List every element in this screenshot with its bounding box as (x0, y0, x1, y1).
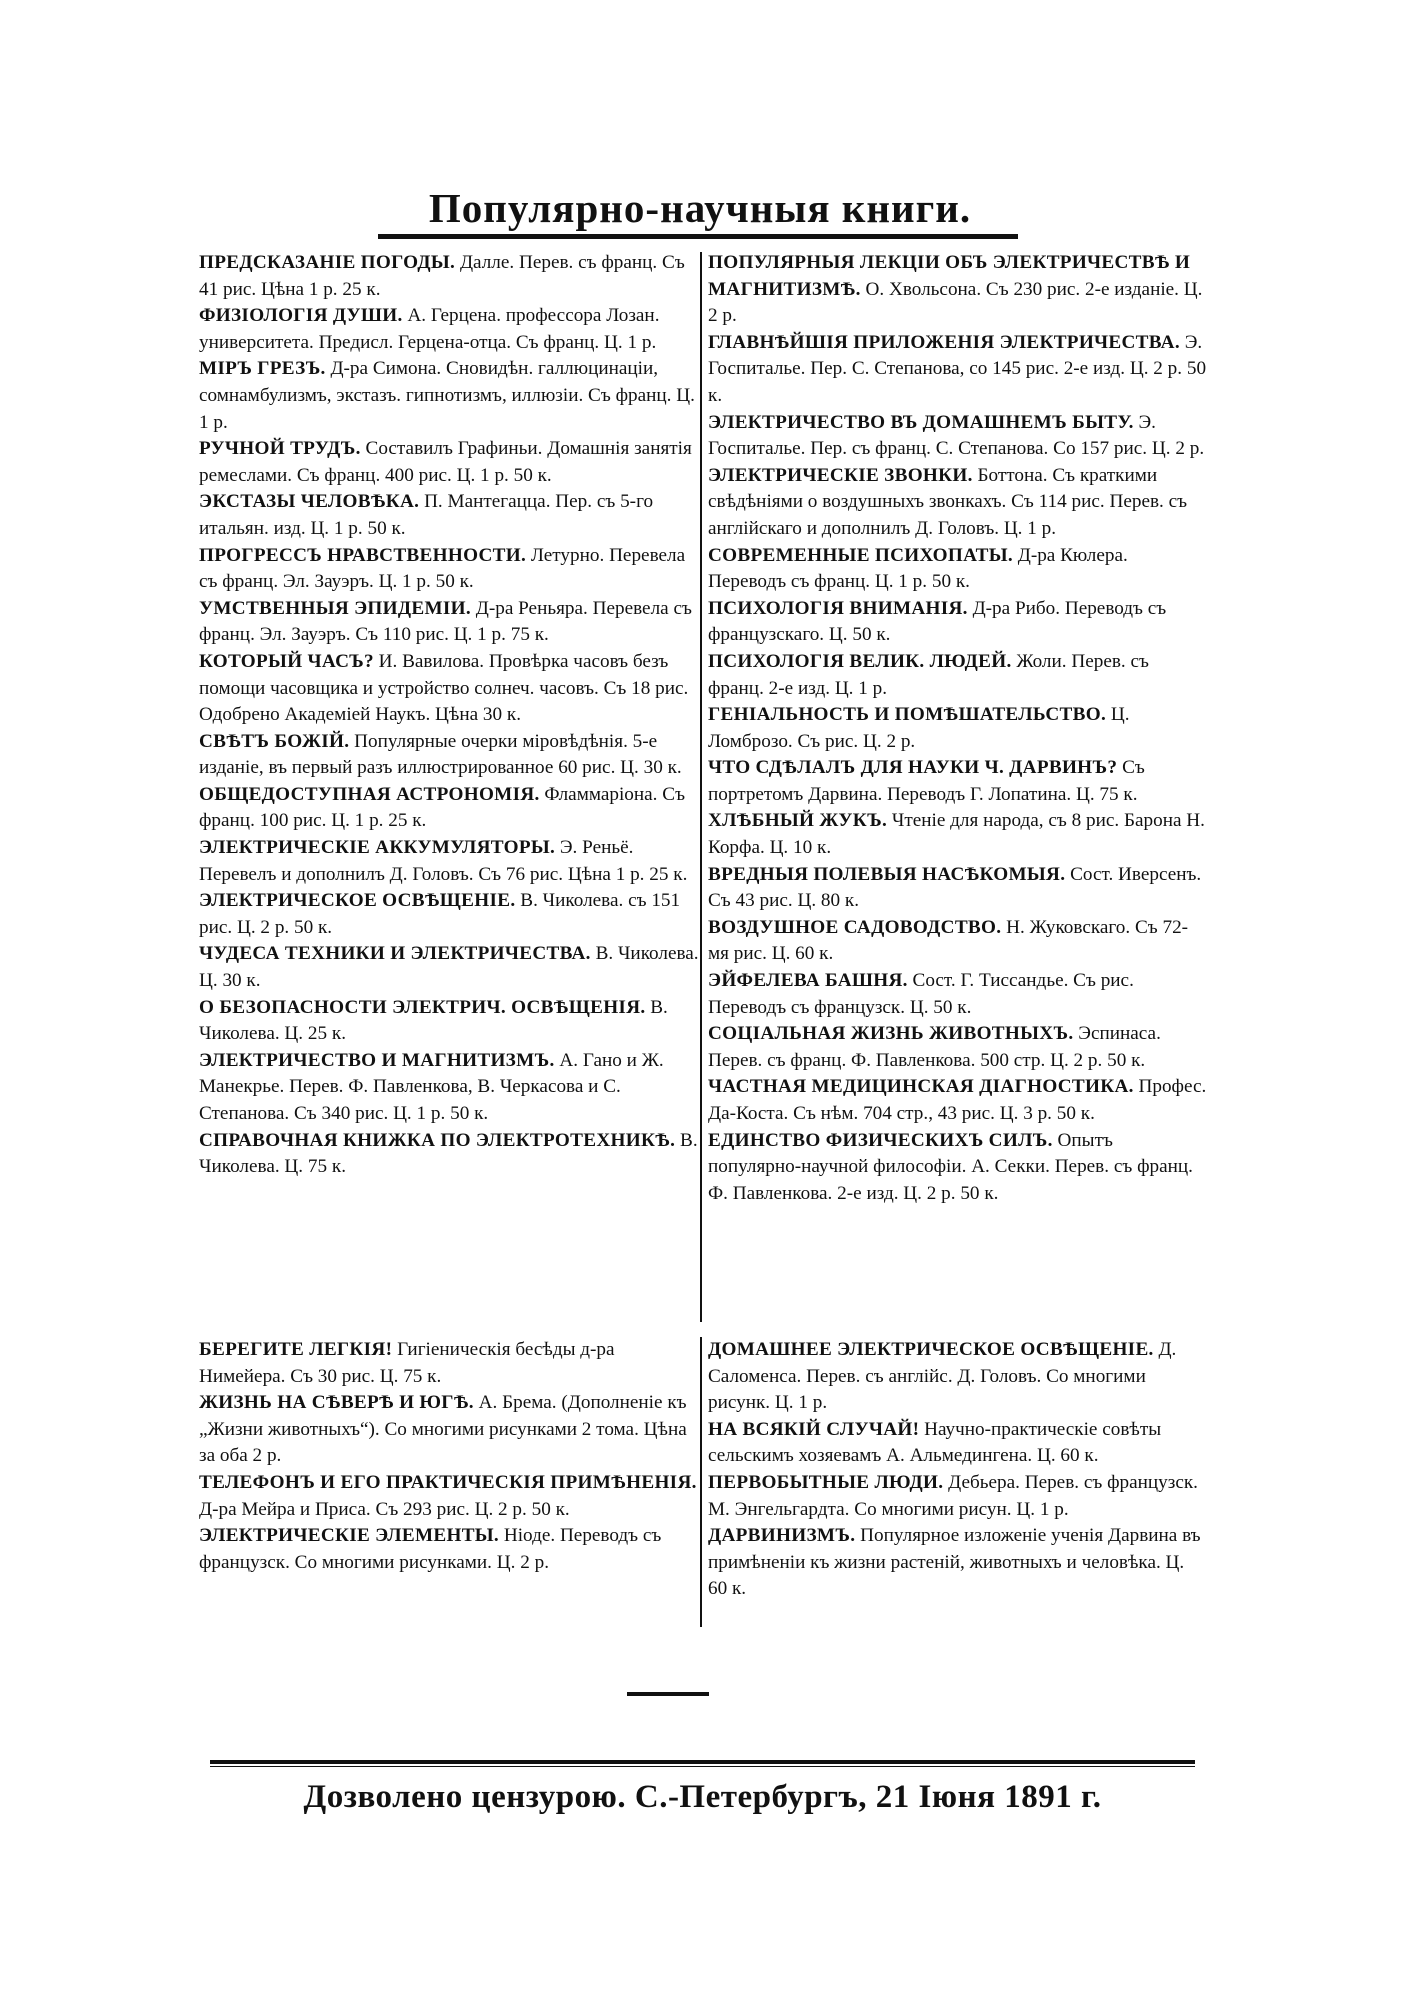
book-description: А. Гано и Ж. Манекрье. Перев. Ф. Павленкова, В. Черкасова и С. Степанова. Съ 340 рис. Ц. 1 р. 50 к. (199, 1049, 664, 1124)
book-description: Ніоде. Переводъ съ французск. Со многими рисунками. Ц. 2 р. (199, 1525, 662, 1573)
book-title: СВѢТЪ БОЖІЙ. (199, 730, 350, 752)
book-entry (708, 1074, 1208, 1127)
book-title: ПРОГРЕССЪ НРАВСТВЕННОСТИ. (199, 544, 527, 566)
book-entry (199, 1128, 699, 1181)
book-entry (708, 1470, 1208, 1523)
book-title: ПСИХОЛОГІЯ ВЕЛИК. ЛЮДЕЙ. (708, 650, 1012, 672)
book-description: Научно-практическіе совѣты сельскимъ хозяевамъ А. Альмедингена. Ц. 60 к. (708, 1418, 1162, 1467)
book-entry (708, 649, 1208, 702)
book-title: ЭЛЕКТРИЧЕСКОЕ ОСВѢЩЕНІЕ. (199, 890, 516, 912)
book-title: ФИЗІОЛОГІЯ ДУШИ. (199, 305, 403, 327)
book-title: БЕРЕГИТЕ ЛЕГКІЯ! (199, 1339, 393, 1360)
book-title: ПСИХОЛОГІЯ ВНИМАНІЯ. (708, 597, 968, 619)
column-divider (700, 1337, 702, 1627)
book-description: Летурно. Перевела съ франц. Эл. Зауэръ. Ц. 1 р. 50 к. (199, 544, 686, 593)
book-entry (199, 489, 699, 542)
book-entry (199, 1390, 699, 1470)
book-description: Эспинаса. Перев. съ франц. Ф. Павленкова. 500 стр. Ц. 2 р. 50 к. (708, 1023, 1161, 1071)
book-title: ЧАСТНАЯ МЕДИЦИНСКАЯ ДІАГНОСТИКА. (708, 1076, 1134, 1098)
book-description: А. Брема. (Дополненіе къ „Жизни животныхъ“). Со многими рисунками 2 тома. Цѣна за оба 2 р. (199, 1392, 687, 1467)
book-entry (708, 862, 1208, 915)
book-entry (199, 941, 699, 994)
book-title: КОТОРЫЙ ЧАСЪ? (199, 650, 374, 672)
book-title: СОВРЕМЕННЫЕ ПСИХОПАТЫ. (708, 544, 1013, 566)
book-entry (708, 968, 1208, 1021)
book-title: ПЕРВОБЫТНЫЕ ЛЮДИ. (708, 1471, 944, 1493)
book-description: Популярное изложеніе ученія Дарвина въ примѣненіи къ жизни растеній, животныхъ и человѣка. Ц. 60 к. (708, 1525, 1201, 1600)
book-description: Д-ра Мейра и Приса. Съ 293 рис. Ц. 2 р. 50 к. (199, 1498, 570, 1520)
book-description: Съ портретомъ Дарвина. Переводъ Г. Лопатина. Ц. 75 к. (708, 757, 1145, 805)
book-description: Д-ра Симона. Сновидѣн. галлюцинаціи, сомнамбулизмъ, экстазъ. гипнотизмъ, иллюзіи. Съ франц. Ц. 1 р. (199, 358, 695, 433)
title-underline (378, 234, 1018, 239)
book-title: ВРЕДНЫЯ ПОЛЕВЫЯ НАСѢКОМЫЯ. (708, 863, 1066, 885)
book-entry (708, 1523, 1208, 1603)
column-divider (700, 252, 702, 1322)
book-title: ЧТО СДѢЛАЛЪ ДЛЯ НАУКИ Ч. ДАРВИНЪ? (708, 757, 1118, 779)
book-title: УМСТВЕННЫЯ ЭПИДЕМІИ. (199, 597, 471, 619)
page-title: Популярно-научныя книги. (428, 185, 972, 231)
book-description: Ц. Ломброзо. Съ рис. Ц. 2 р. (708, 704, 1130, 752)
book-title: ДАРВИНИЗМЪ. (708, 1525, 856, 1547)
left-column-bottom (199, 1337, 699, 1576)
book-entry (708, 410, 1208, 463)
book-description: Жоли. Перев. съ франц. 2-е изд. Ц. 1 р. (708, 650, 1149, 699)
book-description: В. Чиколева. Ц. 25 к. (199, 996, 668, 1045)
book-title: ХЛѢБНЫЙ ЖУКЪ. (708, 810, 888, 832)
book-title: ЭЛЕКТРИЧЕСТВО ВЪ ДОМАШНЕМЪ БЫТУ. (708, 411, 1134, 433)
book-title: ГЕНІАЛЬНОСТЬ И ПОМѢШАТЕЛЬСТВО. (708, 704, 1107, 726)
book-entry (199, 436, 699, 489)
book-title: МІРЪ ГРЕЗЪ. (199, 358, 326, 380)
book-entry (199, 356, 699, 436)
left-column-top (199, 250, 699, 1181)
book-title: ДОМАШНЕЕ ЭЛЕКТРИЧЕСКОЕ ОСВѢЩЕНІЕ. (708, 1339, 1154, 1360)
book-description: А. Герцена. профессора Лозан. университета. Предисл. Герцена-отца. Съ франц. Ц. 1 р. (199, 305, 660, 353)
right-column-bottom (708, 1337, 1208, 1603)
book-description: В. Чиколева. Ц. 30 к. (199, 943, 699, 992)
book-title: ЖИЗНЬ НА СѢВЕРѢ И ЮГѢ. (199, 1392, 474, 1414)
book-title: ЭКСТАЗЫ ЧЕЛОВѢКА. (199, 491, 420, 513)
book-title: ПРЕДСКАЗАНІЕ ПОГОДЫ. (199, 252, 456, 273)
book-description: Д-ра Рибо. Переводъ съ французскаго. Ц. 50 к. (708, 597, 1167, 646)
book-title: ЭЛЕКТРИЧЕСТВО И МАГНИТИЗМЪ. (199, 1049, 555, 1071)
book-title: ЧУДЕСА ТЕХНИКИ И ЭЛЕКТРИЧЕСТВА. (199, 943, 591, 965)
book-description: Популярные очерки міровѣдѣнія. 5-е изданіе, въ первый разъ иллюстрированное 60 рис. Ц. 30 к. (199, 730, 682, 779)
book-entry (708, 755, 1208, 808)
book-description: Опытъ популярно-научной философіи. А. Секки. Перев. съ франц. Ф. Павленкова. 2-е изд. Ц. 2 р. 50 к. (708, 1129, 1193, 1204)
book-title: СПРАВОЧНАЯ КНИЖКА ПО ЭЛЕКТРОТЕХНИКѢ. (199, 1129, 676, 1151)
book-entry (199, 1523, 699, 1576)
book-entry (708, 1021, 1208, 1074)
book-description: Н. Жуковскаго. Съ 72-мя рис. Ц. 60 к. (708, 916, 1189, 965)
book-entry (199, 888, 699, 941)
book-entry (708, 596, 1208, 649)
book-description: В. Чиколева. Ц. 75 к. (199, 1129, 698, 1178)
book-description: О. Хвольсона. Съ 230 рис. 2-е изданіе. Ц. 2 р. (708, 278, 1203, 327)
book-entry (199, 596, 699, 649)
book-description: Д. Саломенса. Перев. съ англійс. Д. Головъ. Со многими рисунк. Ц. 1 р. (708, 1339, 1177, 1414)
book-description: И. Вавилова. Провѣрка часовъ безъ помощи часовщика и устройство солнеч. часовъ. Съ 18 рис. Одобрено Академіей Наукъ. Цѣна 30 к. (199, 650, 689, 726)
book-title: ПОПУЛЯРНЫЯ ЛЕКЦІИ ОБЪ ЭЛЕКТРИЧЕСТВѢ И МАГНИТИЗМѢ. (708, 252, 1191, 300)
book-entry (199, 250, 699, 303)
book-entry (199, 1048, 699, 1128)
book-description: Дебьера. Перев. съ французск. М. Энгельгардта. Со многими рисун. Ц. 1 р. (708, 1471, 1198, 1520)
book-description: Д-ра Кюлера. Переводъ съ франц. Ц. 1 р. 50 к. (708, 544, 1128, 593)
book-entry (199, 1337, 699, 1390)
book-title: ЭЛЕКТРИЧЕСКІЕ АККУМУЛЯТОРЫ. (199, 837, 556, 859)
book-entry (199, 729, 699, 782)
book-entry (708, 702, 1208, 755)
book-entry (199, 1470, 699, 1523)
book-entry (199, 649, 699, 729)
book-description: Э. Реньё. Перевелъ и дополнилъ Д. Головъ. Съ 76 рис. Цѣна 1 р. 25 к. (199, 837, 688, 885)
book-description: Фламмаріона. Съ франц. 100 рис. Ц. 1 р. 25 к. (199, 783, 685, 832)
book-entry (199, 303, 699, 356)
censorship-footer: Дозволено цензурою. С.-Петербургъ, 21 Іюня 1891 г. (303, 1779, 1102, 1815)
book-description: Далле. Перев. съ франц. Съ 41 рис. Цѣна 1 р. 25 к. (199, 252, 685, 300)
book-description: В. Чиколева. съ 151 рис. Ц. 2 р. 50 к. (199, 890, 681, 938)
book-title: О БЕЗОПАСНОСТИ ЭЛЕКТРИЧ. ОСВѢЩЕНІЯ. (199, 996, 646, 1018)
book-description: Чтеніе для народа, съ 8 рис. Барона Н. Корфа. Ц. 10 к. (708, 810, 1205, 859)
footer-rule (210, 1760, 1195, 1764)
book-title: ВОЗДУШНОЕ САДОВОДСТВО. (708, 916, 1002, 938)
book-entry (708, 1337, 1208, 1417)
book-entry (708, 915, 1208, 968)
book-title: НА ВСЯКІЙ СЛУЧАЙ! (708, 1418, 920, 1440)
book-description: Профес. Да-Коста. Съ нѣм. 704 стр., 43 рис. Ц. 3 р. 50 к. (708, 1076, 1207, 1124)
book-entry (708, 330, 1208, 410)
right-column-top (708, 250, 1208, 1207)
book-entry (708, 463, 1208, 543)
book-title: ГЛАВНѢЙШІЯ ПРИЛОЖЕНІЯ ЭЛЕКТРИЧЕСТВА. (708, 331, 1180, 353)
book-entry (708, 543, 1208, 596)
book-entry (708, 250, 1208, 330)
book-entry (708, 1417, 1208, 1470)
book-title: ЭЛЕКТРИЧЕСКІЕ ЭЛЕМЕНТЫ. (199, 1525, 500, 1547)
book-entry (199, 835, 699, 888)
section-dash (627, 1692, 709, 1696)
book-title: ЕДИНСТВО ФИЗИЧЕСКИХЪ СИЛЪ. (708, 1129, 1053, 1151)
book-description: Д-ра Реньяра. Перевела съ франц. Эл. Зауэръ. Съ 110 рис. Ц. 1 р. 75 к. (199, 597, 692, 646)
book-title: СОЦІАЛЬНАЯ ЖИЗНЬ ЖИВОТНЫХЪ. (708, 1023, 1074, 1045)
book-title: ТЕЛЕФОНЪ И ЕГО ПРАКТИЧЕСКІЯ ПРИМѢНЕНІЯ. (199, 1471, 697, 1493)
book-description: П. Мантегацца. Пер. съ 5-го итальян. изд. Ц. 1 р. 50 к. (199, 491, 654, 539)
book-description: Боттона. Съ краткими свѣдѣніями о воздушныхъ звонкахъ. Съ 114 рис. Перев. съ англійскаго и дополнилъ Д. Головъ. Ц. 1 р. (708, 464, 1188, 539)
book-entry (199, 782, 699, 835)
book-title: РУЧНОЙ ТРУДЪ. (199, 438, 361, 460)
footer-rule-thin (210, 1766, 1195, 1767)
book-description: Э. Госпиталье. Пер. С. Степанова, со 145 рис. 2-е изд. Ц. 2 р. 50 к. (708, 331, 1207, 406)
book-description: Составилъ Графиньи. Домашнія занятія ремеслами. Съ франц. 400 рис. Ц. 1 р. 50 к. (199, 438, 692, 486)
book-title: ЭЛЕКТРИЧЕСКІЕ ЗВОНКИ. (708, 464, 973, 486)
book-description: Сост. Г. Тиссандье. Съ рис. Переводъ съ французск. Ц. 50 к. (708, 970, 1134, 1018)
book-description: Э. Госпиталье. Пер. съ франц. С. Степанова. Со 157 рис. Ц. 2 р. (708, 411, 1205, 460)
book-title: ЭЙФЕЛЕВА БАШНЯ. (708, 970, 908, 992)
book-description: Сост. Иверсенъ. Съ 43 рис. Ц. 80 к. (708, 863, 1202, 912)
book-entry (199, 995, 699, 1048)
book-title: ОБЩЕДОСТУПНАЯ АСТРОНОМІЯ. (199, 783, 540, 805)
book-entry (199, 543, 699, 596)
book-entry (708, 1128, 1208, 1208)
book-description: Гигіеническія бесѣды д-ра Нимейера. Съ 30 рис. Ц. 75 к. (199, 1339, 615, 1387)
book-entry (708, 808, 1208, 861)
